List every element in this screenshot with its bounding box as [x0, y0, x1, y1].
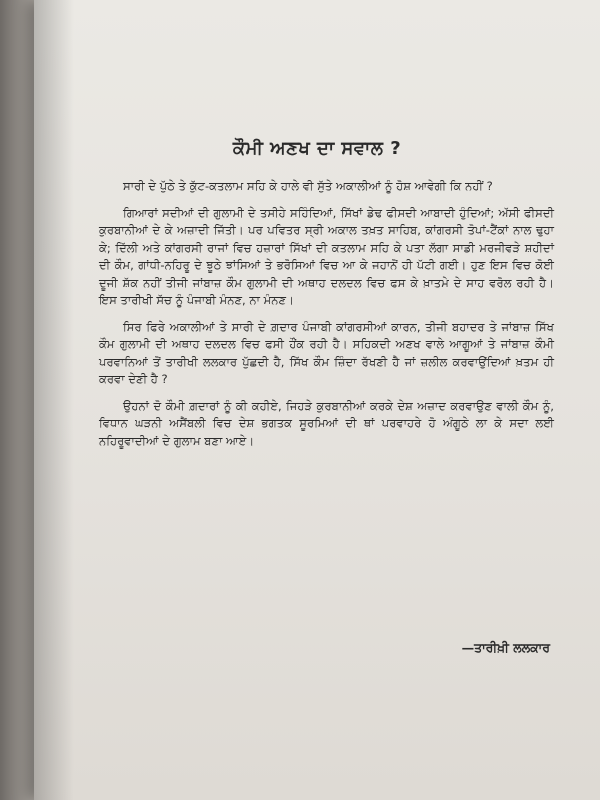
body-text: [99, 178, 554, 459]
paragraph-3: ਸਿਰ ਫਿਰੇ ਅਕਾਲੀਆਂ ਤੇ ਸਾਰੀ ਦੇ ਗ਼ਦਾਰ ਪੰਜਾਬੀ ਕਾਂਗਰਸੀਆਂ ਕਾਰਨ, ਤੀਜੀ ਬਹਾਦਰ ਤੇ ਜਾਂਬਾਜ਼ ਸਿੱਖ ਕੌਮ ਗੁਲਾਮੀ ਦੀ ਅਥਾਹ ਦਲਦਲ ਵਿਚ ਫਸੀ ਹੌਂਕ ਰਹੀ ਹੈ। ਸਹਿਕਦੀ ਅਣਖ ਵਾਲੇ ਆਗੂਆਂ ਤੇ ਜਾਂਬਾਜ਼ ਕੌਮੀ ਪਰਵਾਨਿਆਂ ਤੋਂ ਤਾਰੀਖੀ ਲਲਕਾਰ ਪੁੱਛਦੀ ਹੈ, ਸਿੱਖ ਕੌਮ ਜ਼ਿੰਦਾ ਰੱਖਣੀ ਹੈ ਜਾਂ ਜ਼ਲੀਲ ਕਰਵਾਉਂਦਿਆਂ ਖ਼ਤਮ ਹੀ ਕਰਵਾ ਦੇਣੀ ਹੈ ?: [99, 319, 554, 386]
paragraph-2: ਗਿਆਰਾਂ ਸਦੀਆਂ ਦੀ ਗੁਲਾਮੀ ਦੇ ਤਸੀਹੇ ਸਹਿੰਦਿਆਂ, ਸਿੱਖਾਂ ਡੇਢ ਫੀਸਦੀ ਆਬਾਦੀ ਹੁੰਦਿਆਂ; ਅੱਸੀ ਫੀਸਦੀ ਕੁਰਬਾਨੀਆਂ ਦੇ ਕੇ ਅਜ਼ਾਦੀ ਜਿੱਤੀ। ਪਰ ਪਵਿਤਰ ਸ੍ਰੀ ਅਕਾਲ ਤਖ਼ਤ ਸਾਹਿਬ, ਕਾਂਗਰਸੀ ਤੋਪਾਂ-ਟੈਂਕਾਂ ਨਾਲ ਢੁਹਾ ਕੇ; ਦਿੱਲੀ ਅਤੇ ਕਾਂਗਰਸੀ ਰਾਜਾਂ ਵਿਚ ਹਜ਼ਾਰਾਂ ਸਿੱਖਾਂ ਦੀ ਕਤਲਾਮ ਸਹਿ ਕੇ ਪਤਾ ਲੱਗਾ ਸਾਡੀ ਮਰਜੀਵੜੇ ਸ਼ਹੀਦਾਂ ਦੀ ਕੌਮ, ਗਾਂਧੀ-ਨਹਿਰੂ ਦੇ ਝੂਠੇ ਝਾਂਸਿਆਂ ਤੇ ਭਰੋਸਿਆਂ ਵਿਚ ਆ ਕੇ ਜਹਾਨੋਂ ਹੀ ਪੱਟੀ ਗਈ। ਹੁਣ ਇਸ ਵਿਚ ਕੋਈ ਦੂਜੀ ਸ਼ੱਕ ਨਹੀਂ ਤੀਜੀ ਜਾਂਬਾਜ਼ ਕੌਮ ਗੁਲਾਮੀ ਦੀ ਅਥਾਹ ਦਲਦਲ ਵਿਚ ਫਸ ਕੇ ਖ਼ਾਤਮੇ ਦੇ ਸਾਹ ਵਰੋਲ ਰਹੀ ਹੈ। ਇਸ ਤਾਰੀਖੀ ਸੱਚ ਨੂੰ ਪੰਜਾਬੀ ਮੰਨਣ, ਨਾ ਮੰਨਣ।: [99, 205, 554, 307]
paragraph-1: ਸਾਰੀ ਦੇ ਪੁੱਠੇ ਤੇ ਕੁੱਟ-ਕਤਲਾਮ ਸਹਿ ਕੇ ਹਾਲੇ ਵੀ ਸੁੱਤੇ ਅਕਾਲੀਆਂ ਨੂੰ ਹੋਸ਼ ਆਵੇਗੀ ਕਿ ਨਹੀਂ ?: [123, 179, 493, 193]
signature: —ਤਾਰੀਖ਼ੀ ਲਲਕਾਰ: [461, 640, 550, 655]
page-title: ਕੌਮੀ ਅਣਖ ਦਾ ਸਵਾਲ ?: [232, 138, 402, 159]
book-page: [34, 0, 600, 800]
paragraph-4: ਉਹਨਾਂ ਦੋ ਕੌਮੀ ਗ਼ਦਾਰਾਂ ਨੂੰ ਕੀ ਕਹੀਏ, ਜਿਹੜੇ ਕੁਰਬਾਨੀਆਂ ਕਰਕੇ ਦੇਸ਼ ਅਜ਼ਾਦ ਕਰਵਾਉਣ ਵਾਲੀ ਕੌਮ ਨੂੰ, ਵਿਧਾਨ ਘੜਨੀ ਅਸੈਂਬਲੀ ਵਿਚ ਦੇਸ਼ ਭਗਤਕ ਸੂਰਮਿਆਂ ਦੀ ਥਾਂ ਪਰਵਾਹਰੇ ਹੋ ਅੰਗੂਠੇ ਲਾ ਕੇ ਸਦਾ ਲਈ ਨਹਿਰੂਵਾਦੀਆਂ ਦੇ ਗੁਲਾਮ ਬਣਾ ਆਏ।: [99, 398, 554, 448]
